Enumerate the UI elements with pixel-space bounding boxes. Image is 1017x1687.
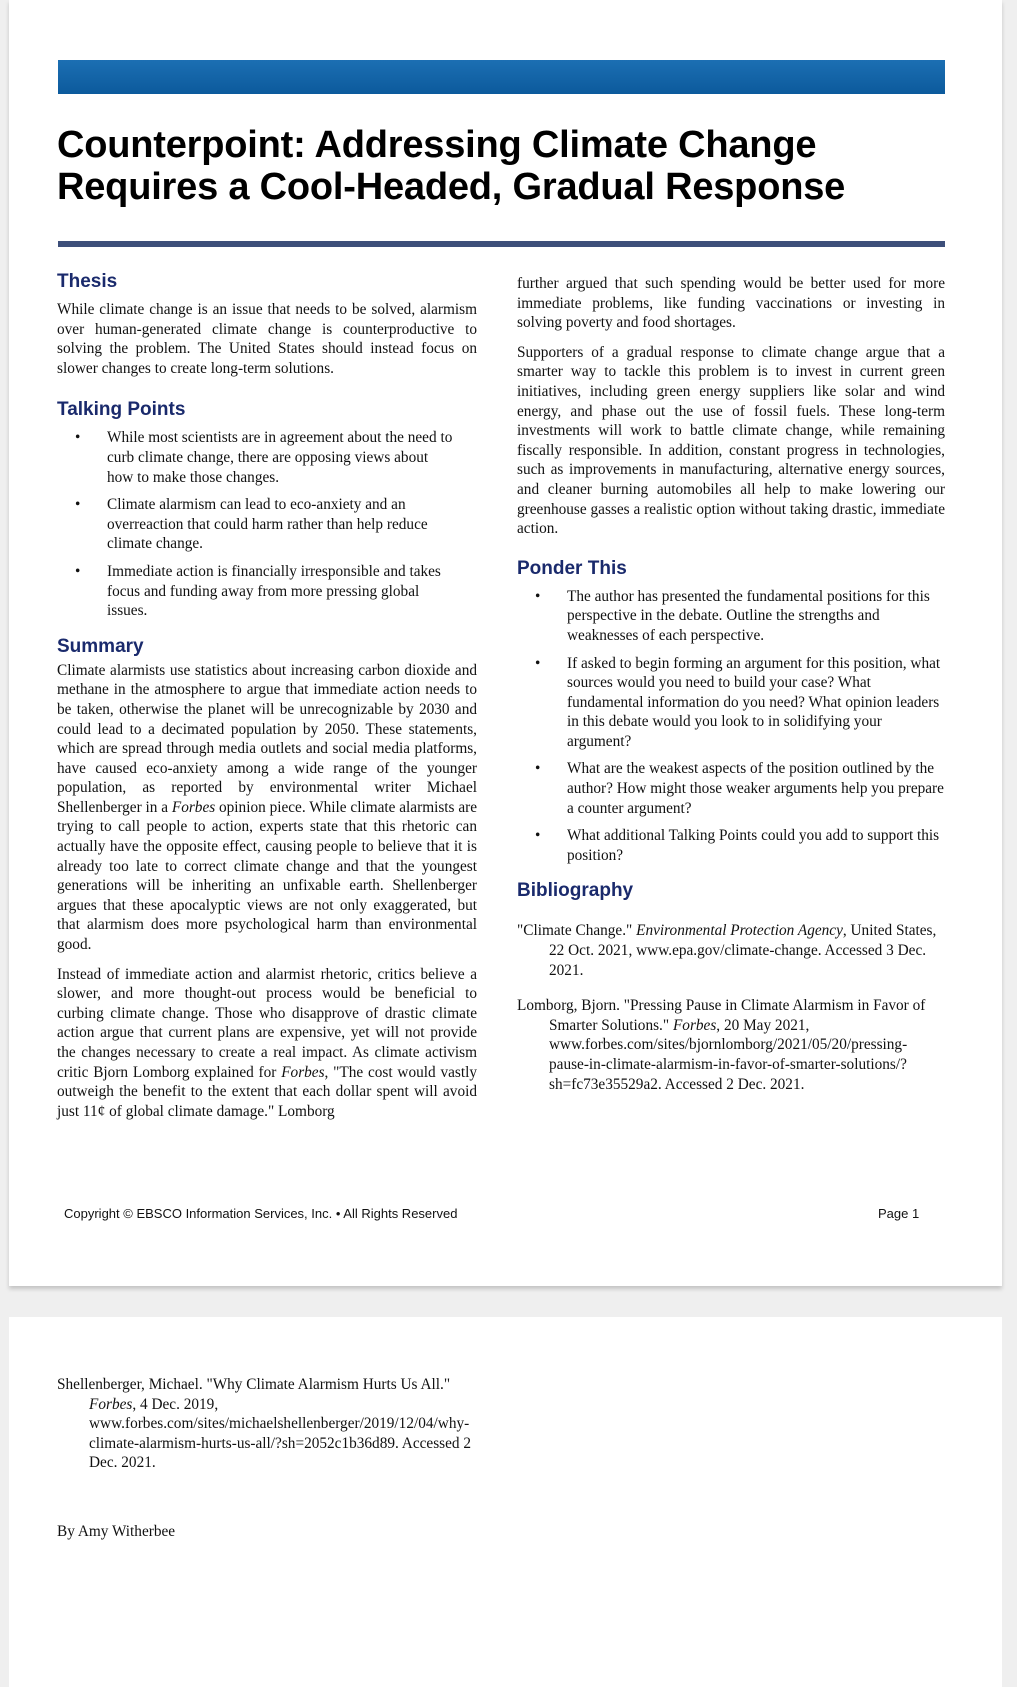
ponder-list <box>517 587 945 866</box>
left-column <box>57 270 477 1131</box>
publication-title: Forbes <box>281 1063 325 1081</box>
summary-paragraph-3: further argued that such spending would be better used for more immediate problems, like funding vaccinations or investing in solving poverty and food shortages. <box>517 275 945 332</box>
talking-points-list <box>57 428 477 620</box>
summary-paragraph-2: Instead of immediate action and alarmist rhetoric, critics believe a slower, and more thought-out process would be beneficial to curbing climate change. Those who disapprove of drastic climate action argue that current plans are expensive, yet will not provide the changes necessary to create a real impact. As climate activism critic Bjorn Lomborg explained for Forbes, "The cost would vastly outweigh the benefit to the extent that each dollar spent will avoid just 11¢ of global climate damage." Lomborg <box>57 965 477 1120</box>
author-byline: By Amy Witherbee <box>57 1523 176 1540</box>
summary-paragraph-4: Supporters of a gradual response to climate change argue that a smarter way to tackle this problem is to invest in current green initiatives, including green energy suppliers like solar and wind energy, and phase out the use of fossil fuels. These long-term investments will work to battle climate change, while remaining fiscally responsible. In addition, constant progress in technologies, such as improvements in manufacturing, alternative energy sources, and cleaner burning automobiles all help to make lowering our greenhouse gasses a realistic option without taking drastic, immediate action. <box>517 343 945 538</box>
right-column <box>517 274 945 1110</box>
bibliography-entry: Shellenberger, Michael. "Why Climate Alarmism Hurts Us All." Forbes, 4 Dec. 2019, www.forbes.com/sites/michaelshellenberger/2019/12/04/why-climate-alarmism-hurts-us-all/?sh=2052c1b36d89. Accessed 2 Dec. 2021. <box>57 1376 472 1472</box>
document-title: Counterpoint: Addressing Climate Change Requires a Cool-Headed, Gradual Response <box>57 124 846 208</box>
page-2 <box>9 1317 1002 1687</box>
thesis-text: While climate change is an issue that needs to be solved, alarmism over human-generated climate change is counterproductive to solving the problem. The United States should instead focus on slower changes to create long-term solutions. <box>57 301 477 377</box>
page-number: Page 1 <box>878 1206 920 1221</box>
list-item: • What additional Talking Points could you add to support this position? <box>567 826 945 865</box>
list-item: • What are the weakest aspects of the position outlined by the author? How might those weaker arguments help you prepare a counter argument? <box>567 759 945 818</box>
thesis-heading: Thesis <box>57 271 118 292</box>
bibliography-continued <box>57 1375 477 1491</box>
list-item: • If asked to begin forming an argument for this position, what sources would you need to build your case? What fundamental information do you need? What opinion leaders in this debate would you look to in solidifying your argument? <box>567 654 945 752</box>
publication-title: Forbes <box>171 798 216 816</box>
copyright-notice: Copyright © EBSCO Information Services, Inc. • All Rights Reserved <box>64 1206 458 1221</box>
bibliography-entry: Lomborg, Bjorn. "Pressing Pause in Climate Alarmism in Favor of Smarter Solutions." Forbes, 20 May 2021, www.forbes.com/sites/bjornlomborg/2021/05/20/pressing-pause-in-climate-alarmism-in-favor-of-smarter-solutions/?sh=fc73e35529a2. Accessed 2 Dec. 2021. <box>517 997 926 1093</box>
list-item: • Immediate action is financially irresponsible and takes focus and funding away from more pressing global issues. <box>107 562 455 621</box>
bibliography-entry: "Climate Change." Environmental Protection Agency, United States, 22 Oct. 2021, www.epa.gov/climate-change. Accessed 3 Dec. 2021. <box>517 922 937 979</box>
summary-paragraph-1: Climate alarmists use statistics about increasing carbon dioxide and methane in the atmosphere to argue that immediate action needs to be taken, otherwise the planet will be unrecognizable by 2030 and could lead to a decimated population by 2050. These statements, which are spread through media outlets and social media platforms, have caused eco-anxiety among a wide range of the younger population, as reported by environmental writer Michael Shellenberger in a Forbes opinion piece. While climate alarmists are trying to call people to action, experts state that this rhetoric can actually have the opposite effect, causing people to believe that it is already too late to correct climate change and that the youngest generations will be inheriting an unfixable earth. Shellenberger argues that these apocalyptic views are not only exaggerated, but that alarmism does more psychological harm than environmental good. <box>57 661 477 954</box>
bibliography-heading: Bibliography <box>517 880 634 902</box>
list-item: • Climate alarmism can lead to eco-anxiety and an overreaction that could harm rather than help reduce climate change. <box>107 495 455 554</box>
talking-points-heading: Talking Points <box>57 399 186 421</box>
list-item: • While most scientists are in agreement about the need to curb climate change, there are opposing views about how to make those changes. <box>107 428 455 487</box>
list-item: • The author has presented the fundamental positions for this perspective in the debate. Outline the strengths and weaknesses of each perspective. <box>567 587 945 646</box>
summary-heading: Summary <box>57 635 144 657</box>
header-accent-bar <box>58 60 945 94</box>
ponder-heading: Ponder This <box>517 557 627 579</box>
title-rule <box>58 241 945 247</box>
